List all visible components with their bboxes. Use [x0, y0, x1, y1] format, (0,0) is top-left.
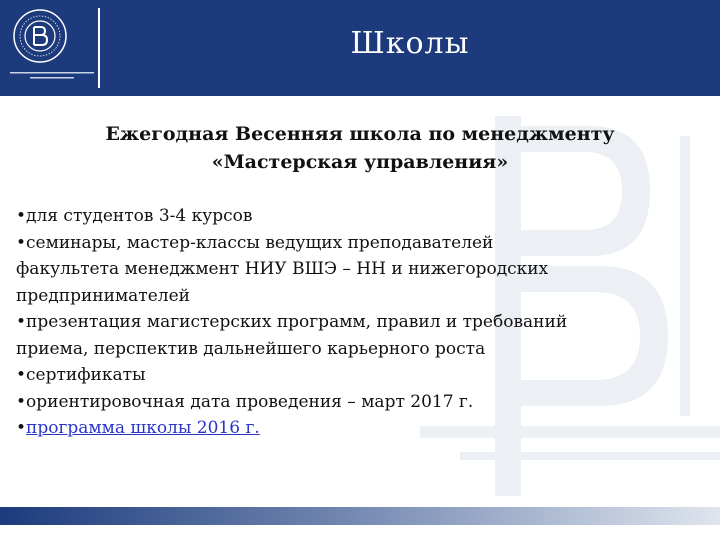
school-heading — [40, 120, 680, 176]
bullet-item: предпринимателей — [16, 285, 190, 306]
bullet-item-link — [16, 415, 710, 442]
bullet-item: •ориентировочная дата проведения – март 2017 г. — [16, 391, 474, 412]
bullet-list — [16, 203, 710, 442]
logo-caption — [6, 70, 98, 84]
slide-header — [0, 0, 720, 96]
bullet-item: •для студентов 3-4 курсов — [16, 206, 253, 226]
slide-title: Школы — [350, 26, 470, 61]
bullet-item: •семинары, мастер-классы ведущих преподавателей — [16, 232, 494, 253]
program-link[interactable]: программа школы 2016 г. — [26, 418, 260, 438]
bottom-gradient-bar — [0, 507, 720, 525]
bullet-item: приема, перспектив дальнейшего карьерного роста — [16, 338, 486, 359]
hse-seal-icon — [12, 8, 68, 64]
bullet-item: факультета менеджмент НИУ ВШЭ – НН и нижегородских — [16, 259, 549, 279]
logo — [0, 0, 100, 96]
subtitle-line-1: Ежегодная Весенняя школа по менеджменту — [105, 123, 615, 145]
bullet-item: •презентация магистерских программ, правил и требований — [16, 312, 568, 332]
bullet-item: •сертификаты — [16, 365, 146, 385]
bullet-marker: • — [16, 418, 27, 438]
subtitle-line-2: «Мастерская управления» — [211, 151, 509, 173]
